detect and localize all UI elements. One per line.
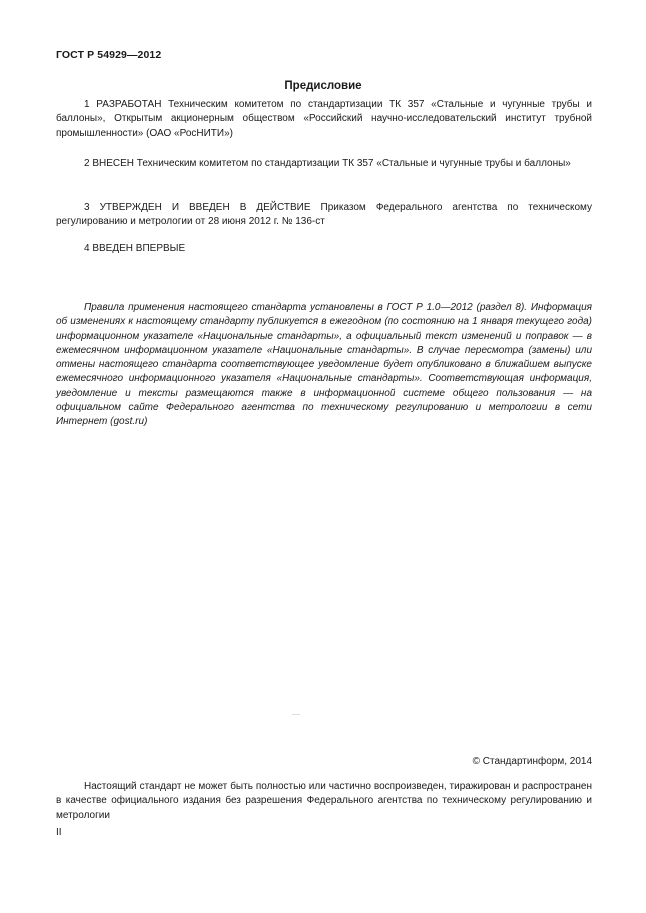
preface-item-3: 3 УТВЕРЖДЕН И ВВЕДЕН В ДЕЙСТВИЕ Приказом Федерального агентства по техническому регулированию и метрологии от 28 июня 2012 г. № 136-ст	[56, 202, 592, 228]
reproduction-notice: Настоящий стандарт не может быть полностью или частично воспроизведен, тиражирован и распространен в качестве официального издания без разрешения Федерального агентства по техническому регулированию и метрологии	[56, 781, 592, 821]
application-notice: Правила применения настоящего стандарта установлены в ГОСТ Р 1.0—2012 (раздел 8). Информация об изменениях к настоящему стандарту публикуется в ежегодном (по состоянию на 1 января текущего года) информационном указателе «Национальные стандарты», а официальный текст изменений и поправок — в ежемесячном информационном указателе «Национальные стандарты». В случае пересмотра (замены) или отмены настоящего стандарта соответствующее уведомление будет опубликовано в ближайшем выпуске ежемесячного информационного указателя «Национальные стандарты». Соответствующая информация, уведомление и тексты размещаются также в информационной системе общего пользования — на официальном сайте Федерального агентства по техническому регулированию и метрологии в сети Интернет (gost.ru)	[56, 302, 592, 428]
preface-item-2: 2 ВНЕСЕН Техническим комитетом по стандартизации ТК 357 «Стальные и чугунные трубы и баллоны»	[84, 158, 571, 169]
document-code: ГОСТ Р 54929—2012	[56, 49, 162, 61]
preface-item-4: 4 ВВЕДЕН ВПЕРВЫЕ	[84, 243, 186, 254]
page-title: Предисловие	[284, 80, 362, 92]
divider	[292, 714, 300, 715]
copyright-line: © Стандартинформ, 2014	[472, 756, 592, 767]
page-number: II	[56, 827, 62, 838]
preface-item-1: 1 РАЗРАБОТАН Техническим комитетом по стандартизации ТК 357 «Стальные и чугунные трубы и баллоны», Открытым акционерным обществом «Российский научно-исследовательский институт трубной промышленности» (ОАО «РосНИТИ»)	[56, 99, 592, 139]
